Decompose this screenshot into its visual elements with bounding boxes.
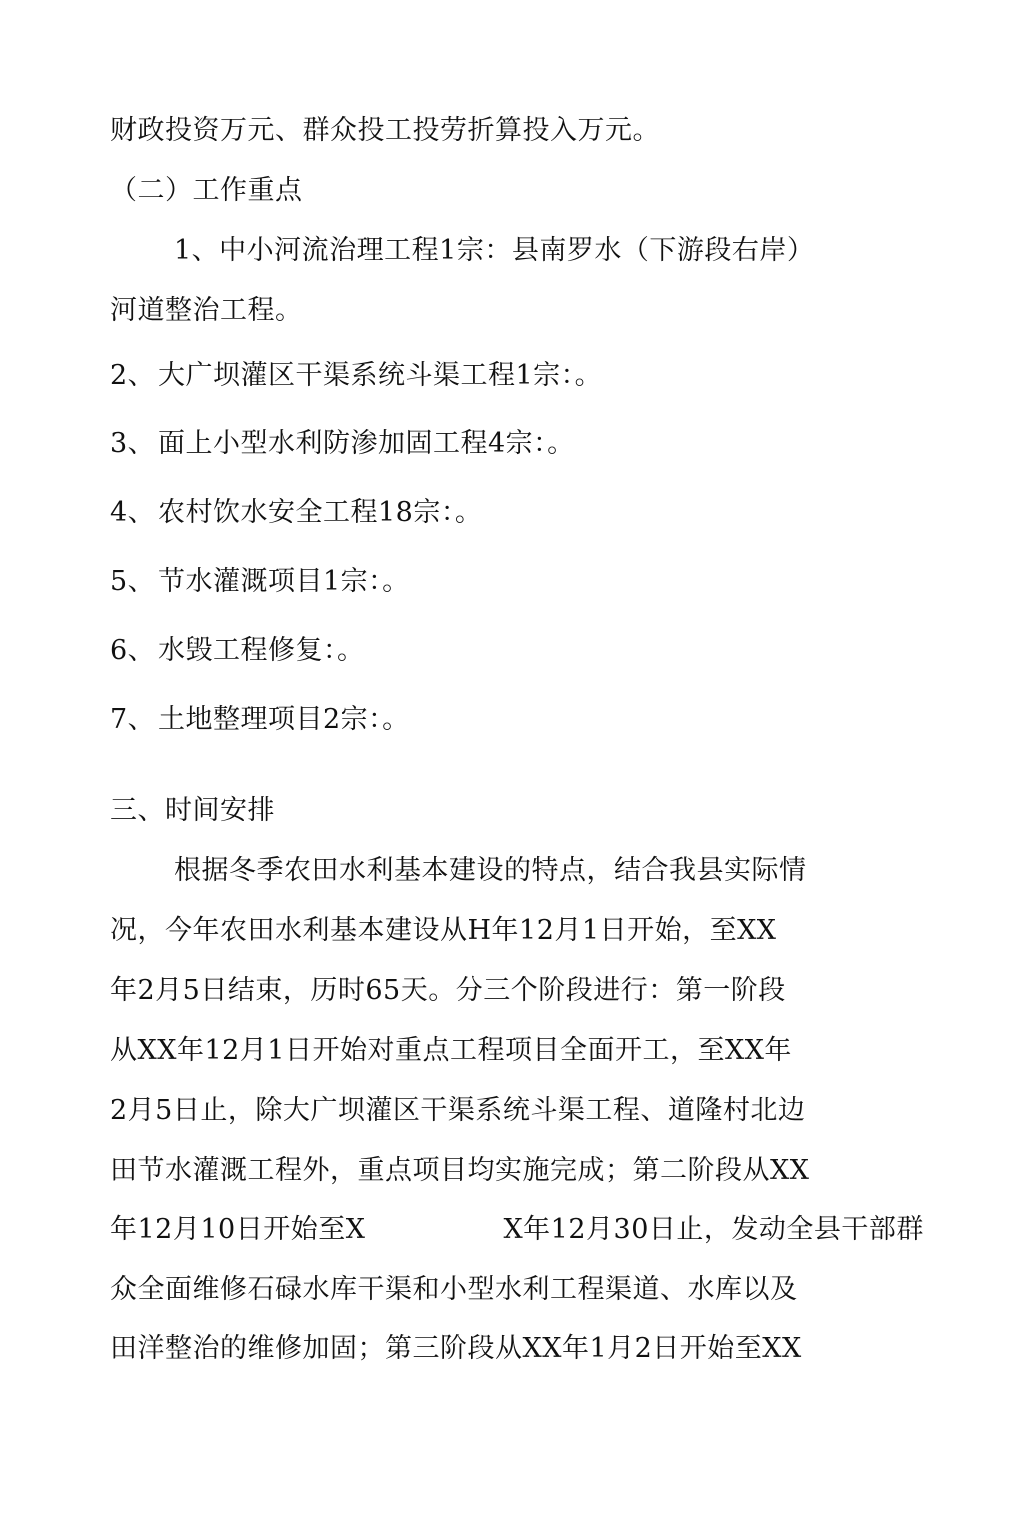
item-number: 2、 — [110, 360, 156, 391]
item-text: 大广坝灌区干渠系统斗渠工程1宗：。 — [158, 360, 603, 391]
list-item — [110, 633, 365, 669]
item-1-line-1: 1、中小河流治理工程1宗：县南罗水（下游段右岸） — [174, 235, 815, 266]
paragraph-line: 从XX年12月1日开始对重点工程项目全面开工，至XX年 — [110, 1035, 792, 1066]
intro-paragraph: 财政投资万元、群众投工投劳折算投入万元。 — [110, 115, 660, 146]
paragraph-line-split — [110, 1212, 924, 1248]
paragraph-line: 众全面维修石碌水库干渠和小型水利工程渠道、水库以及 — [110, 1274, 798, 1305]
list-item — [110, 564, 410, 600]
item-number: 5、 — [110, 566, 156, 597]
paragraph-line: 2月5日止，除大广坝灌区干渠系统斗渠工程、道隆村北边 — [110, 1095, 806, 1126]
paragraph-line: 年2月5日结束，历时65天。分三个阶段进行：第一阶段 — [110, 975, 786, 1006]
item-text: 水毁工程修复：。 — [158, 635, 365, 666]
item-number: 3、 — [110, 428, 156, 459]
section-two-heading: （二）工作重点 — [110, 175, 303, 206]
paragraph-line: 田洋整治的维修加固；第三阶段从XX年1月2日开始至XX — [110, 1333, 802, 1364]
list-item — [110, 495, 482, 531]
item-text: 节水灌溉项目1宗：。 — [158, 566, 410, 597]
item-text: 土地整理项目2宗：。 — [158, 704, 410, 735]
split-right: X年12月30日止，发动全县干部群 — [503, 1214, 924, 1245]
paragraph-line: 况，今年农田水利基本建设从H年12月1日开始，至XX — [110, 915, 777, 946]
list-item — [110, 426, 575, 462]
item-1-line-2: 河道整治工程。 — [110, 295, 303, 326]
paragraph-line: 田节水灌溉工程外，重点项目均实施完成；第二阶段从XX — [110, 1155, 810, 1186]
item-number: 6、 — [110, 635, 156, 666]
list-item — [110, 702, 410, 738]
item-text: 农村饮水安全工程18宗：。 — [158, 497, 483, 528]
list-item — [110, 358, 602, 394]
item-number: 4、 — [110, 497, 156, 528]
item-number: 7、 — [110, 704, 156, 735]
paragraph-line: 根据冬季农田水利基本建设的特点，结合我县实际情 — [174, 855, 807, 886]
split-left: 年12月10日开始至X — [110, 1214, 366, 1245]
item-text: 面上小型水利防渗加固工程4宗：。 — [158, 428, 575, 459]
section-three-heading: 三、时间安排 — [110, 795, 275, 826]
